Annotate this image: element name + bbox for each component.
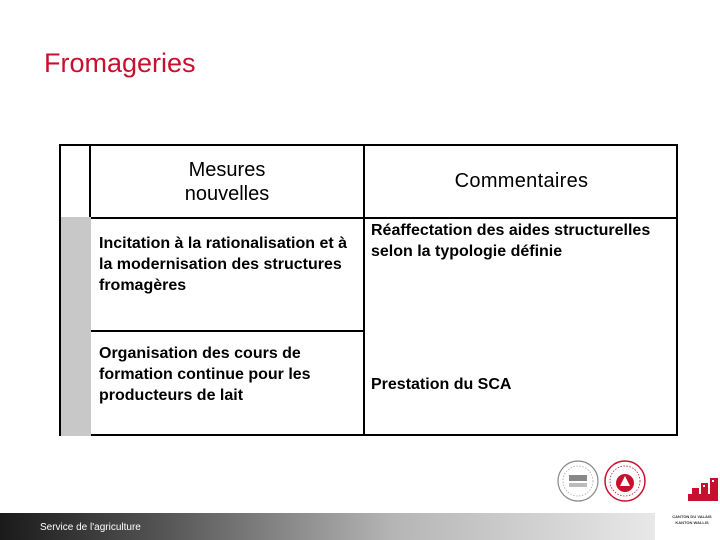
canton-label-line-1: CANTON DU VALAIS [672,514,712,519]
table-cell-comment-2: Prestation du SCA [371,376,512,393]
table-gutter-header [61,146,91,217]
seal-logo-icon [556,459,600,503]
canton-valais-logo-icon [686,476,720,502]
table-cell-measure-1: Incitation à la rationalisation et à la modernisation des structures fromagères [99,235,348,294]
measures-table [59,144,678,436]
seal-logo-red-icon [603,459,647,503]
row-divider [91,330,363,332]
column-header-measures [91,146,363,217]
canton-label [664,514,720,526]
table-gutter [61,217,91,436]
canton-label-line-2: KANTON WALLIS [675,520,709,525]
footer-department: Service de l'agriculture [40,522,141,533]
column-header-comments: Commentaires [454,170,589,192]
slide-title: Fromageries [44,48,196,78]
table-cell-comment-1: Réaffectation des aides structurelles selon la typologie définie [371,222,651,260]
header-divider [91,217,678,219]
column-header-measures-label: Mesures nouvelles [184,158,270,205]
table-cell-measure-2: Organisation des cours de formation continue pour les producteurs de lait [99,345,311,404]
